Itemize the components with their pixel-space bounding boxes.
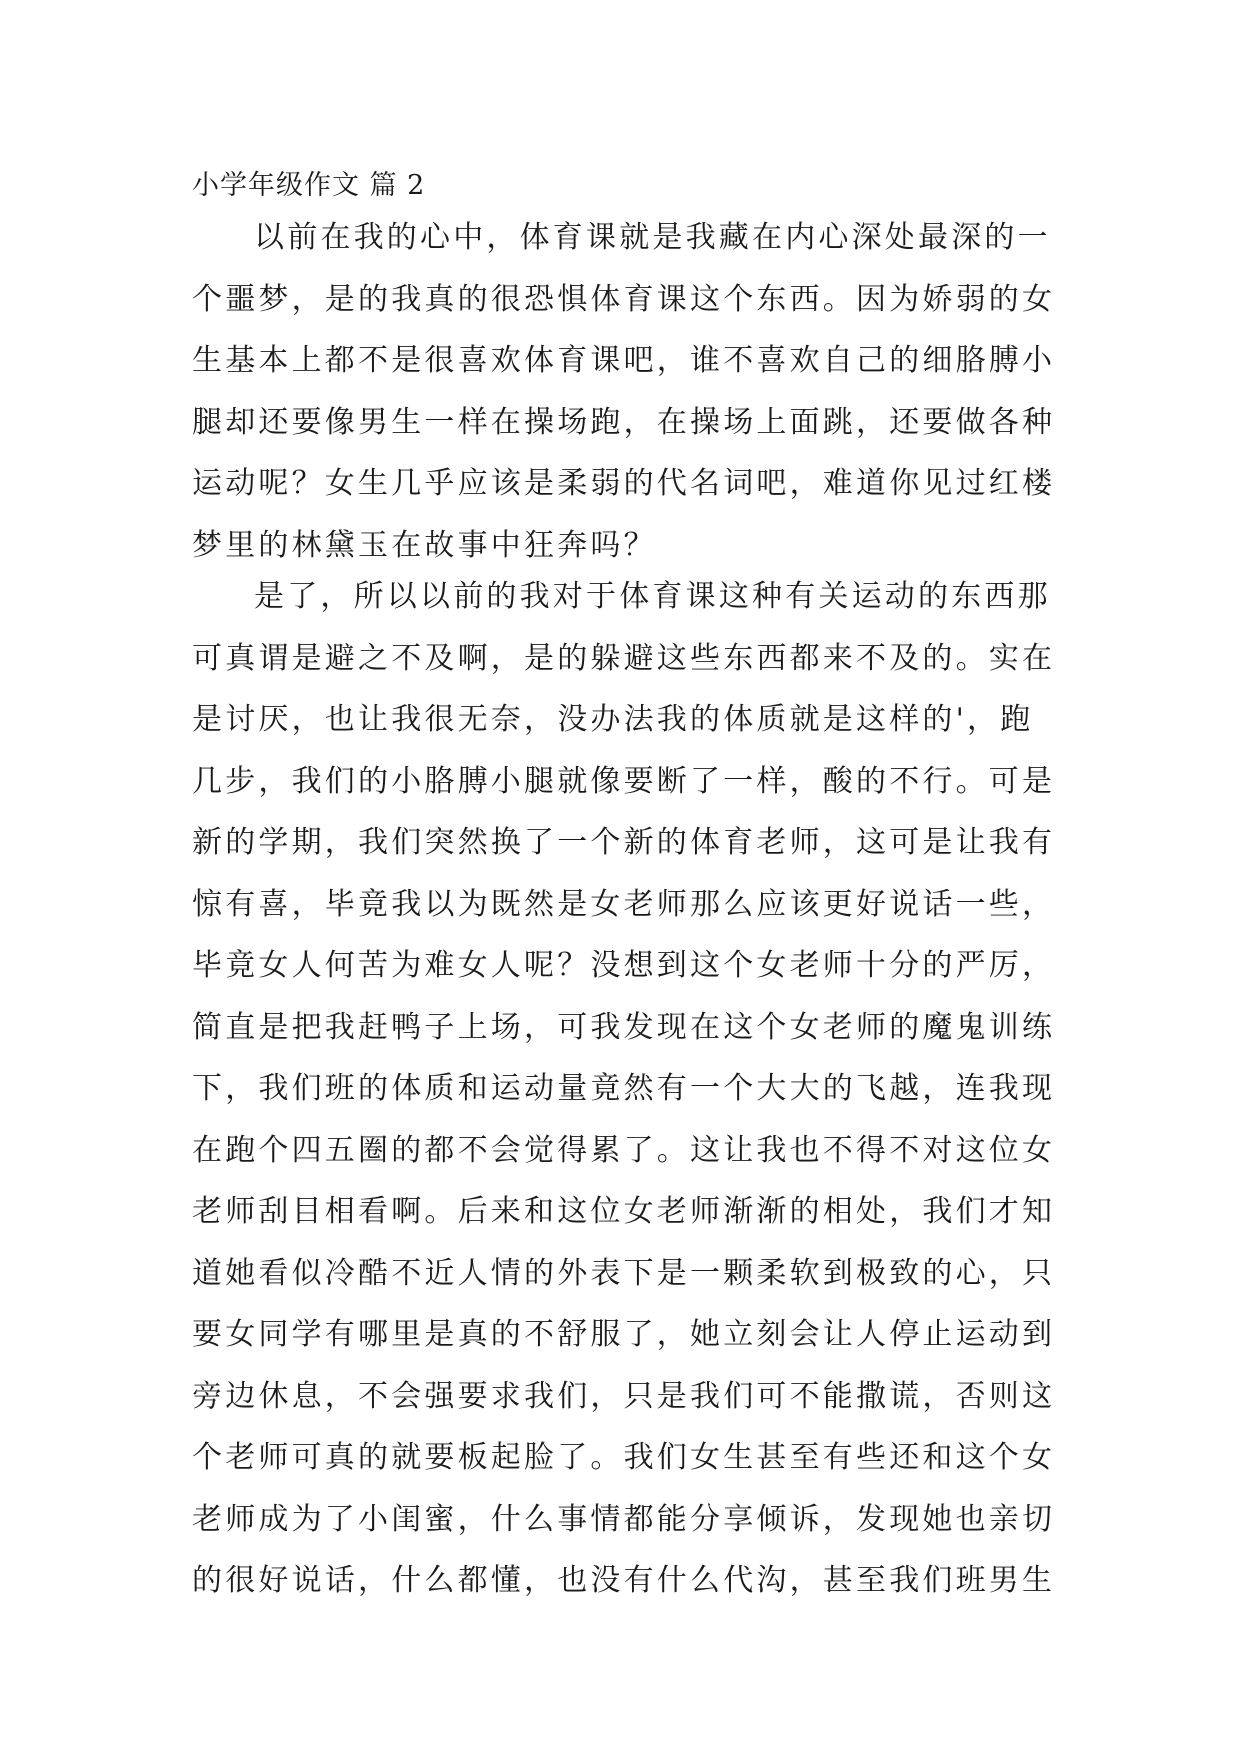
paragraph-line: 毕竟女人何苦为难女人呢？没想到这个女老师十分的严厉，	[192, 948, 1056, 983]
paragraph-line: 惊有喜，毕竟我以为既然是女老师那么应该更好说话一些，	[192, 886, 1056, 922]
paragraph-line: 几步，我们的小胳膊小腿就像要断了一样，酸的不行。可是	[192, 763, 1056, 799]
paragraph-line: 新的学期，我们突然换了一个新的体育老师，这可是让我有	[192, 825, 1056, 860]
paragraph-line: 以前在我的心中，体育课就是我藏在内心深处最深的一	[254, 220, 1051, 255]
paragraph-line: 老师成为了小闺蜜，什么事情都能分享倾诉，发现她也亲切	[192, 1501, 1056, 1537]
paragraph-line: 生基本上都不是很喜欢体育课吧，谁不喜欢自己的细胳膊小	[192, 343, 1056, 378]
paragraph-line: 个噩梦，是的我真的很恐惧体育课这个东西。因为娇弱的女	[192, 281, 1056, 317]
paragraph-line: 简直是把我赶鸭子上场，可我发现在这个女老师的魔鬼训练	[192, 1009, 1056, 1045]
paragraph-line: 在跑个四五圈的都不会觉得累了。这让我也不得不对这位女	[192, 1132, 1056, 1168]
paragraph-line: 道她看似冷酷不近人情的外表下是一颗柔软到极致的心，只	[192, 1255, 1056, 1291]
paragraph-line: 是了，所以以前的我对于体育课这种有关运动的东西那	[254, 579, 1051, 614]
paragraph-2	[192, 566, 1056, 1612]
paragraph-line: 可真谓是避之不及啊，是的躲避这些东西都来不及的。实在	[192, 640, 1056, 676]
paragraph-line: 的很好说话，什么都懂，也没有什么代沟，甚至我们班男生	[192, 1563, 1056, 1598]
paragraph-1	[192, 207, 1056, 576]
paragraph-line: 是讨厌，也让我很无奈，没办法我的体质就是这样的'，跑	[192, 702, 1034, 737]
paragraph-line: 腿却还要像男生一样在操场跑，在操场上面跳，还要做各种	[192, 404, 1056, 440]
essay-title: 小学年级作文 篇 2	[192, 170, 426, 201]
paragraph-line: 个老师可真的就要板起脸了。我们女生甚至有些还和这个女	[192, 1440, 1056, 1475]
paragraph-line: 梦里的林黛玉在故事中狂奔吗？	[192, 527, 657, 563]
paragraph-line: 下，我们班的体质和运动量竟然有一个大大的飞越，连我现	[192, 1071, 1056, 1106]
paragraph-line: 老师刮目相看啊。后来和这位女老师渐渐的相处，我们才知	[192, 1194, 1056, 1229]
paragraph-line: 旁边休息，不会强要求我们，只是我们可不能撒谎，否则这	[192, 1378, 1056, 1414]
paragraph-line: 运动呢？女生几乎应该是柔弱的代名词吧，难道你见过红楼	[192, 466, 1056, 501]
paragraph-line: 要女同学有哪里是真的不舒服了，她立刻会让人停止运动到	[192, 1317, 1056, 1352]
